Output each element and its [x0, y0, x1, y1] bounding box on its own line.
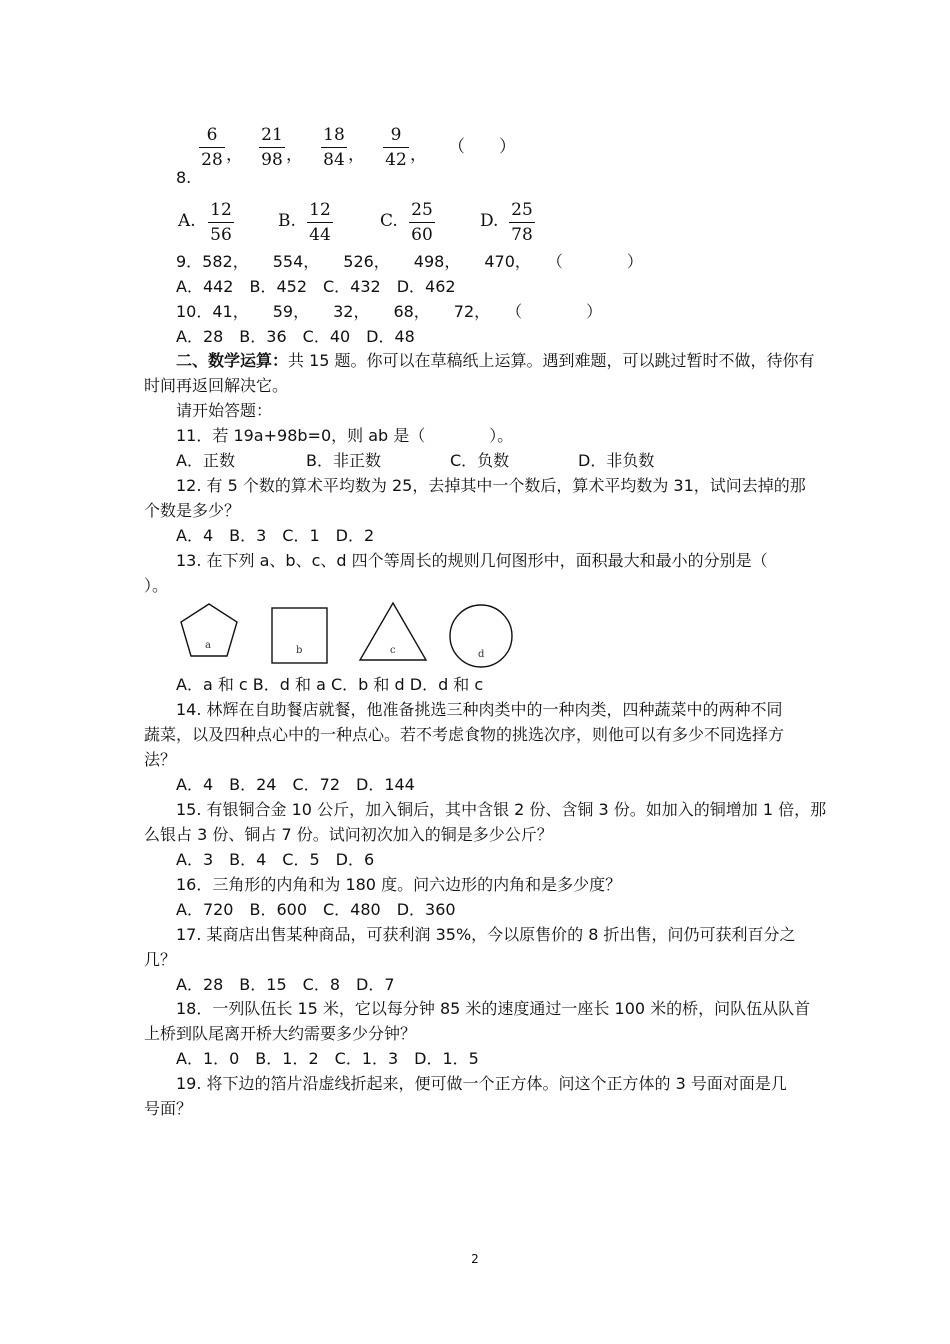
- q17-options: A．28 B．15 C．8 D．7: [176, 975, 395, 994]
- start-prompt: 请开始答题：: [176, 401, 273, 420]
- q11-option-b: B．非正数: [306, 451, 381, 470]
- q15-stem-cont: 么银占 3 份、铜占 7 份。试问初次加入的铜是多少公斤？: [144, 825, 553, 844]
- denominator: 78: [511, 225, 533, 245]
- numerator: 12: [309, 200, 331, 220]
- q10-stem: 10．41， 59， 32， 68， 72， （ ）: [176, 302, 603, 321]
- separator: ，: [286, 145, 303, 165]
- denominator: 28: [201, 150, 223, 170]
- q14-options: A．4 B．24 C．72 D．144: [176, 775, 415, 794]
- numerator: 25: [511, 200, 533, 220]
- q14-stem-cont2: 法？: [144, 750, 177, 769]
- q19-stem-cont: 号面？: [144, 1099, 193, 1118]
- q8-number: 8.: [176, 168, 192, 187]
- q12-stem-cont: 个数是多少？: [144, 501, 241, 520]
- q11-option-d: D．非负数: [578, 451, 655, 470]
- shape-label-d: d: [478, 649, 485, 660]
- q15-options: A．3 B．4 C．5 D．6: [176, 850, 375, 869]
- denominator: 56: [210, 225, 232, 245]
- fraction: [205, 200, 237, 245]
- fraction: [196, 125, 228, 170]
- denominator: 60: [411, 225, 433, 245]
- answer-blank: （ ）: [448, 137, 516, 157]
- q18-stem: 18．一列队伍长 15 米，它以每分钟 85 米的速度通过一座长 100 米的桥，问队伍从队首: [176, 999, 811, 1018]
- numerator: 6: [206, 125, 218, 145]
- q9-stem: 9．582， 554， 526， 498， 470， （ ）: [176, 252, 643, 271]
- q13-figures: [176, 598, 536, 672]
- q19-stem: 19. 将下边的箔片沿虚线折起来，便可做一个正方体。问这个正方体的 3 号面对面是几: [176, 1074, 787, 1093]
- denominator: 98: [261, 150, 283, 170]
- section2-intro-cont: 时间再返回解决它。: [144, 376, 289, 395]
- shape-label-c: c: [390, 645, 396, 656]
- fraction: [304, 200, 336, 245]
- page-number: 2: [471, 1252, 479, 1266]
- q12-stem: 12. 有 5 个数的算术平均数为 25，去掉其中一个数后，算术平均数为 31，试问去掉的那: [176, 476, 806, 495]
- q15-stem: 15. 有银铜合金 10 公斤，加入铜后，其中含银 2 份、含铜 3 份。如加入的铜增加 1 倍，那: [176, 800, 827, 819]
- q14-stem-cont: 蔬菜，以及四种点心中的一种点心。若不考虑食物的挑选次序，则他可以有多少不同选择方: [144, 725, 785, 744]
- q18-stem-cont: 上桥到队尾离开桥大约需要多少分钟？: [144, 1024, 417, 1043]
- separator: ，: [226, 145, 243, 165]
- q13-stem-cont: ）。: [144, 576, 169, 595]
- numerator: 25: [411, 200, 433, 220]
- option-label: D.: [480, 211, 499, 231]
- shape-label-a: a: [205, 640, 211, 651]
- option-label: C.: [380, 211, 398, 231]
- shape-label-b: b: [296, 645, 303, 656]
- denominator: 42: [385, 150, 407, 170]
- q18-options: A．1．0 B．1．2 C．1．3 D．1．5: [176, 1049, 479, 1068]
- q10-options: A．28 B．36 C．40 D．48: [176, 327, 415, 346]
- q11-stem: 11．若 19a+98b=0，则 ab 是（ ）。: [176, 426, 514, 445]
- q12-options: A．4 B．3 C．1 D．2: [176, 526, 375, 545]
- q11-option-c: C．负数: [450, 451, 510, 470]
- fraction: [318, 125, 350, 170]
- q16-stem: 16．三角形的内角和为 180 度。问六边形的内角和是多少度？: [176, 875, 622, 894]
- numerator: 12: [210, 200, 232, 220]
- separator: ，: [348, 145, 365, 165]
- option-label: B.: [278, 211, 296, 231]
- fraction: [380, 125, 412, 170]
- option-label: A.: [178, 211, 196, 231]
- numerator: 21: [261, 125, 283, 145]
- numerator: 18: [323, 125, 345, 145]
- section2-heading: [176, 350, 815, 372]
- q13-stem: 13. 在下列 a、b、c、d 四个等周长的规则几何图形中，面积最大和最小的分别是（: [176, 551, 768, 570]
- q13-options: A．a 和 c B．d 和 a C．b 和 d D．d 和 c: [176, 675, 484, 694]
- separator: ，: [410, 145, 427, 165]
- q9-options: A．442 B．452 C．432 D．462: [176, 277, 456, 296]
- q14-stem: 14. 林辉在自助餐店就餐，他准备挑选三种肉类中的一种肉类，四种蔬菜中的两种不同: [176, 700, 783, 719]
- q17-stem-cont: 几？: [144, 950, 177, 969]
- denominator: 44: [309, 225, 331, 245]
- q16-options: A．720 B．600 C．480 D．360: [176, 900, 456, 919]
- section2-intro: 共 15 题。你可以在草稿纸上运算。遇到难题，可以跳过暂时不做，待你有: [288, 351, 815, 370]
- numerator: 9: [390, 125, 402, 145]
- fraction: [506, 200, 538, 245]
- section2-title: 二、数学运算：: [176, 351, 289, 370]
- fraction: [256, 125, 288, 170]
- q17-stem: 17. 某商店出售某种商品，可获利润 35%，今以原售价的 8 折出售，问仍可获利百分之: [176, 925, 796, 944]
- fraction: [406, 200, 438, 245]
- denominator: 84: [323, 150, 345, 170]
- q11-option-a: A．正数: [176, 451, 235, 470]
